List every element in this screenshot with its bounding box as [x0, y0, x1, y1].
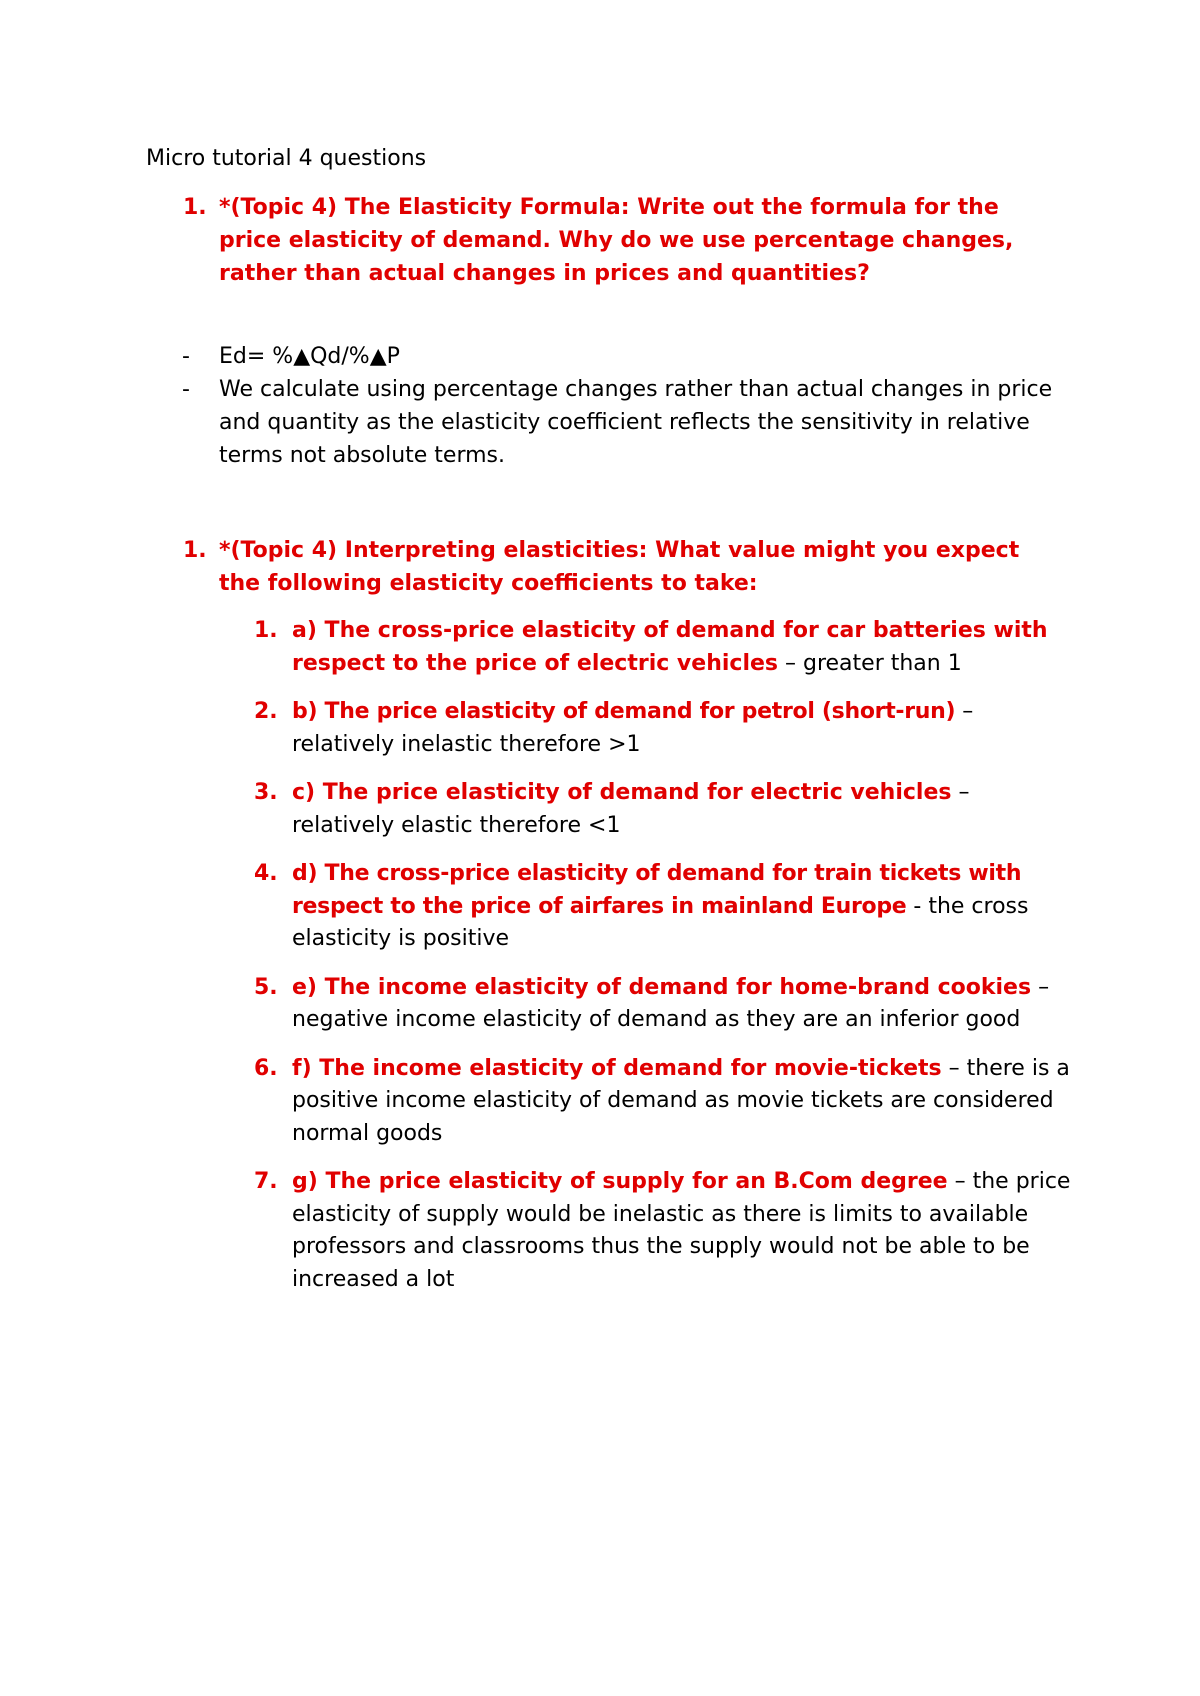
sub-question [254, 615, 1072, 680]
question-2 [183, 534, 1049, 600]
question-1 [183, 191, 1049, 290]
sub-answer-text: - the cross elasticity is positive [292, 893, 1029, 951]
sub-answer-text: – the price elasticity of supply would be inelastic as there is limits to available professors and classrooms thus the supply would not be able to be increased a lot [292, 1169, 1071, 1292]
sub-question-text: d) The cross-price elasticity of demand for train tickets with respect to the price of airfares in mainland Europe [292, 861, 1022, 919]
sub-question-number: 6. [254, 1055, 278, 1081]
question-text: *(Topic 4) The Elasticity Formula: Write out the formula for the price elasticity of demand. Why do we use percentage changes, rather than actual changes in prices and quantities? [219, 195, 1014, 286]
sub-question-text: c) The price elasticity of demand for electric vehicles [292, 780, 952, 805]
sub-question-text: f) The income elasticity of demand for movie-tickets [292, 1055, 942, 1081]
sub-question-text: a) The cross-price elasticity of demand for car batteries with respect to the price of electric vehicles [292, 618, 1048, 676]
sub-answer-text: – negative income elasticity of demand as they are an inferior good [292, 974, 1050, 1032]
sub-answer-text: – there is a positive income elasticity of demand as movie tickets are considered normal goods [292, 1055, 1070, 1146]
document-title: Micro tutorial 4 questions [146, 146, 427, 171]
answer-text: We calculate using percentage changes rather than actual changes in price and quantity as the elasticity coefficient reflects the sensitivity in relative terms not absolute terms. [219, 377, 1053, 468]
sub-question-number: 2. [254, 699, 278, 724]
sub-question [254, 696, 1072, 761]
question-text: *(Topic 4) Interpreting elasticities: What value might you expect the following elasticity coefficients to take: [219, 538, 1020, 596]
sub-question-text: b) The price elasticity of demand for petrol (short-run) [292, 699, 956, 724]
sub-question-text: e) The income elasticity of demand for home-brand cookies [292, 974, 1032, 1000]
sub-answer-text: – relatively inelastic therefore >1 [292, 699, 974, 757]
answer-item [182, 373, 1069, 472]
sub-question-number: 3. [254, 780, 278, 805]
answer-list [182, 340, 1069, 472]
sub-question-number: 1. [254, 618, 278, 643]
sub-question [254, 972, 1072, 1037]
answer-text: Ed= %▲Qd/%▲P [219, 344, 400, 369]
bullet-dash: - [182, 377, 190, 402]
sub-question [254, 1053, 1072, 1151]
sub-question [254, 858, 1072, 956]
sub-question [254, 1166, 1072, 1296]
sub-question [254, 777, 1072, 842]
question-number: 1. [183, 538, 207, 563]
sub-question-number: 5. [254, 974, 278, 1000]
sub-question-list [254, 615, 1072, 1312]
sub-question-number: 4. [254, 861, 278, 886]
answer-item [182, 340, 1069, 373]
sub-question-number: 7. [254, 1169, 278, 1194]
bullet-dash: - [182, 344, 190, 369]
sub-answer-text: – greater than 1 [778, 650, 962, 676]
sub-answer-text: – relatively elastic therefore <1 [292, 780, 970, 838]
sub-question-text: g) The price elasticity of supply for an B.Com degree [292, 1169, 948, 1194]
question-number: 1. [183, 195, 207, 220]
